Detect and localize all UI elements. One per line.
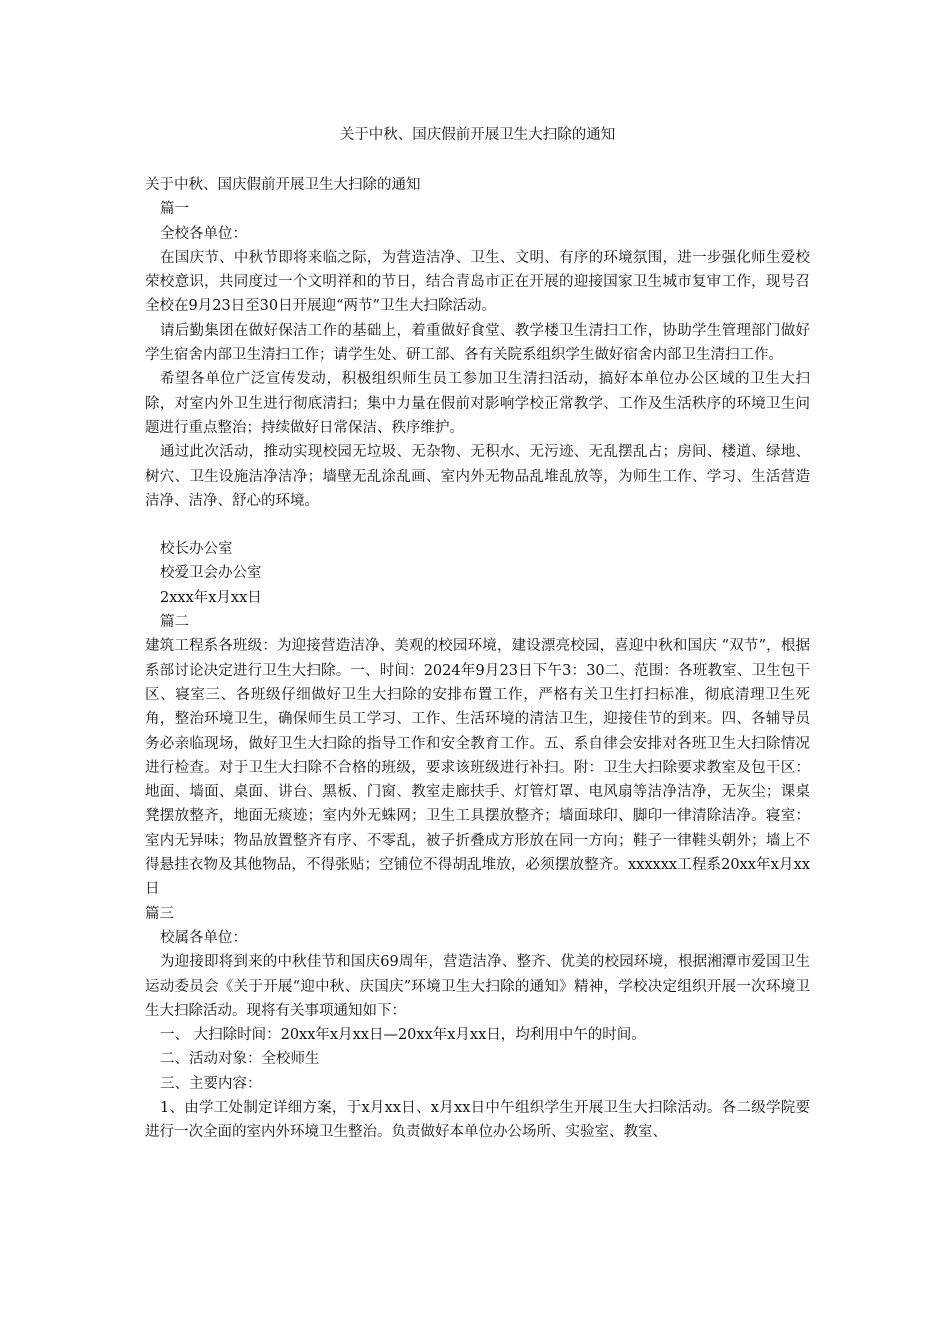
part2-body: 建筑工程系各班级：为迎接营造洁净、美观的校园环境，建设漂亮校园，喜迎中秋和国庆 “双节”，根据系部讨论决定进行卫生大扫除。一、时间：2024年9月23日下午3：30二、范围：各班教室、卫生包干区、寝室三、各班级仔细做好卫生大扫除的安排布置工作，严格有关卫生打扫标准，彻底清理卫生死角，整治环境卫生，确保师生员工学习、工作、生活环境的清洁卫生，迎接佳节的到来。四、各辅导员务必亲临现场，做好卫生大扫除的指导工作和安全教育工作。五、系自律会安排对各班卫生大扫除情况进行检查。对于卫生大扫除不合格的班级，要求该班级进行补扫。附：卫生大扫除要求教室及包干区：地面、墙面、桌面、讲台、黑板、门窗、教室走廊扶手、灯管灯罩、电风扇等洁净洁净，无灰尘；课桌凳摆放整齐，地面无痰迹；室内外无蛛网；卫生工具摆放整齐；墙面球印、脚印一律清除洁净。寝室：室内无异味；物品放置整齐有序、不零乱，被子折叠成方形放在同一方向；鞋子一律鞋头朝外；墙上不得悬挂衣物及其他物品，不得张贴；空铺位不得胡乱堆放，必须摆放整齐。xxxxxx工程系20xx年x月xx日 bbox=[145, 638, 810, 898]
part2-heading: 篇二 bbox=[160, 614, 189, 631]
part3-item-3-1: 1、由学工处制定详细方案，于x月xx日、x月xx日中午组织学生开展卫生大扫除活动。各二级学院要进行一次全面的室内外环境卫生整治。负责做好本单位办公场所、实验室、教室、 bbox=[145, 1099, 810, 1141]
part1-heading: 篇一 bbox=[160, 201, 189, 218]
part1-signer-1: 校长办公室 bbox=[160, 541, 233, 558]
part3-item-2: 二、活动对象：全校师生 bbox=[160, 1051, 320, 1068]
document-page bbox=[145, 125, 810, 1145]
part3-intro: 为迎接即将到来的中秋佳节和国庆69周年，营造洁净、整齐、优美的校园环境，根据湘潭市爱国卫生运动委员会《关于开展“迎中秋、庆国庆”环境卫生大扫除的通知》精神，学校决定组织开展一次环境卫生大扫除活动。现将有关事项通知如下： bbox=[145, 954, 810, 1019]
document-subtitle: 关于中秋、国庆假前开展卫生大扫除的通知 bbox=[145, 177, 421, 193]
spacer bbox=[145, 513, 810, 537]
part1-salutation: 全校各单位： bbox=[160, 225, 247, 242]
part1-paragraph-4: 通过此次活动，推动实现校园无垃圾、无杂物、无积水、无污迹、无乱摆乱占；房间、楼道、绿地、树穴、卫生设施洁净洁净；墙壁无乱涂乱画、室内外无物品乱堆乱放等，为师生工作、学习、生活营造洁净、洁净、舒心的环境。 bbox=[145, 444, 810, 509]
part3-item-3: 三、主要内容： bbox=[160, 1075, 262, 1092]
part3-heading: 篇三 bbox=[145, 905, 174, 922]
part1-paragraph-1: 在国庆节、中秋节即将来临之际，为营造洁净、卫生、文明、有序的环境氛围，进一步强化师生爱校荣校意识，共同度过一个文明祥和的节日，结合青岛市正在开展的迎接国家卫生城市复审工作，现号召全校在9月23日至30日开展迎“两节”卫生大扫除活动。 bbox=[145, 249, 810, 315]
part3-salutation: 校属各单位： bbox=[160, 929, 247, 946]
part1-paragraph-2: 请后勤集团在做好保洁工作的基础上，着重做好食堂、教学楼卫生清扫工作，协助学生管理部门做好学生宿舍内部卫生清扫工作；请学生处、研工部、各有关院系组织学生做好宿舍内部卫生清扫工作。 bbox=[145, 322, 810, 364]
part3-item-1: 一、 大扫除时间：20xx年x月xx日—20xx年x月xx日，均利用中午的时间。 bbox=[160, 1027, 646, 1044]
part1-date: 2xxx年x月xx日 bbox=[160, 589, 262, 606]
part1-paragraph-3: 希望各单位广泛宣传发动，积极组织师生员工参加卫生清扫活动，搞好本单位办公区域的卫生大扫除，对室内外卫生进行彻底清扫；集中力量在假前对影响学校正常教学、工作及生活秩序的环境卫生问题进行重点整治；持续做好日常保洁、秩序维护。 bbox=[145, 371, 810, 436]
document-title: 关于中秋、国庆假前开展卫生大扫除的通知 bbox=[339, 127, 616, 143]
part1-signer-2: 校爱卫会办公室 bbox=[160, 565, 262, 582]
